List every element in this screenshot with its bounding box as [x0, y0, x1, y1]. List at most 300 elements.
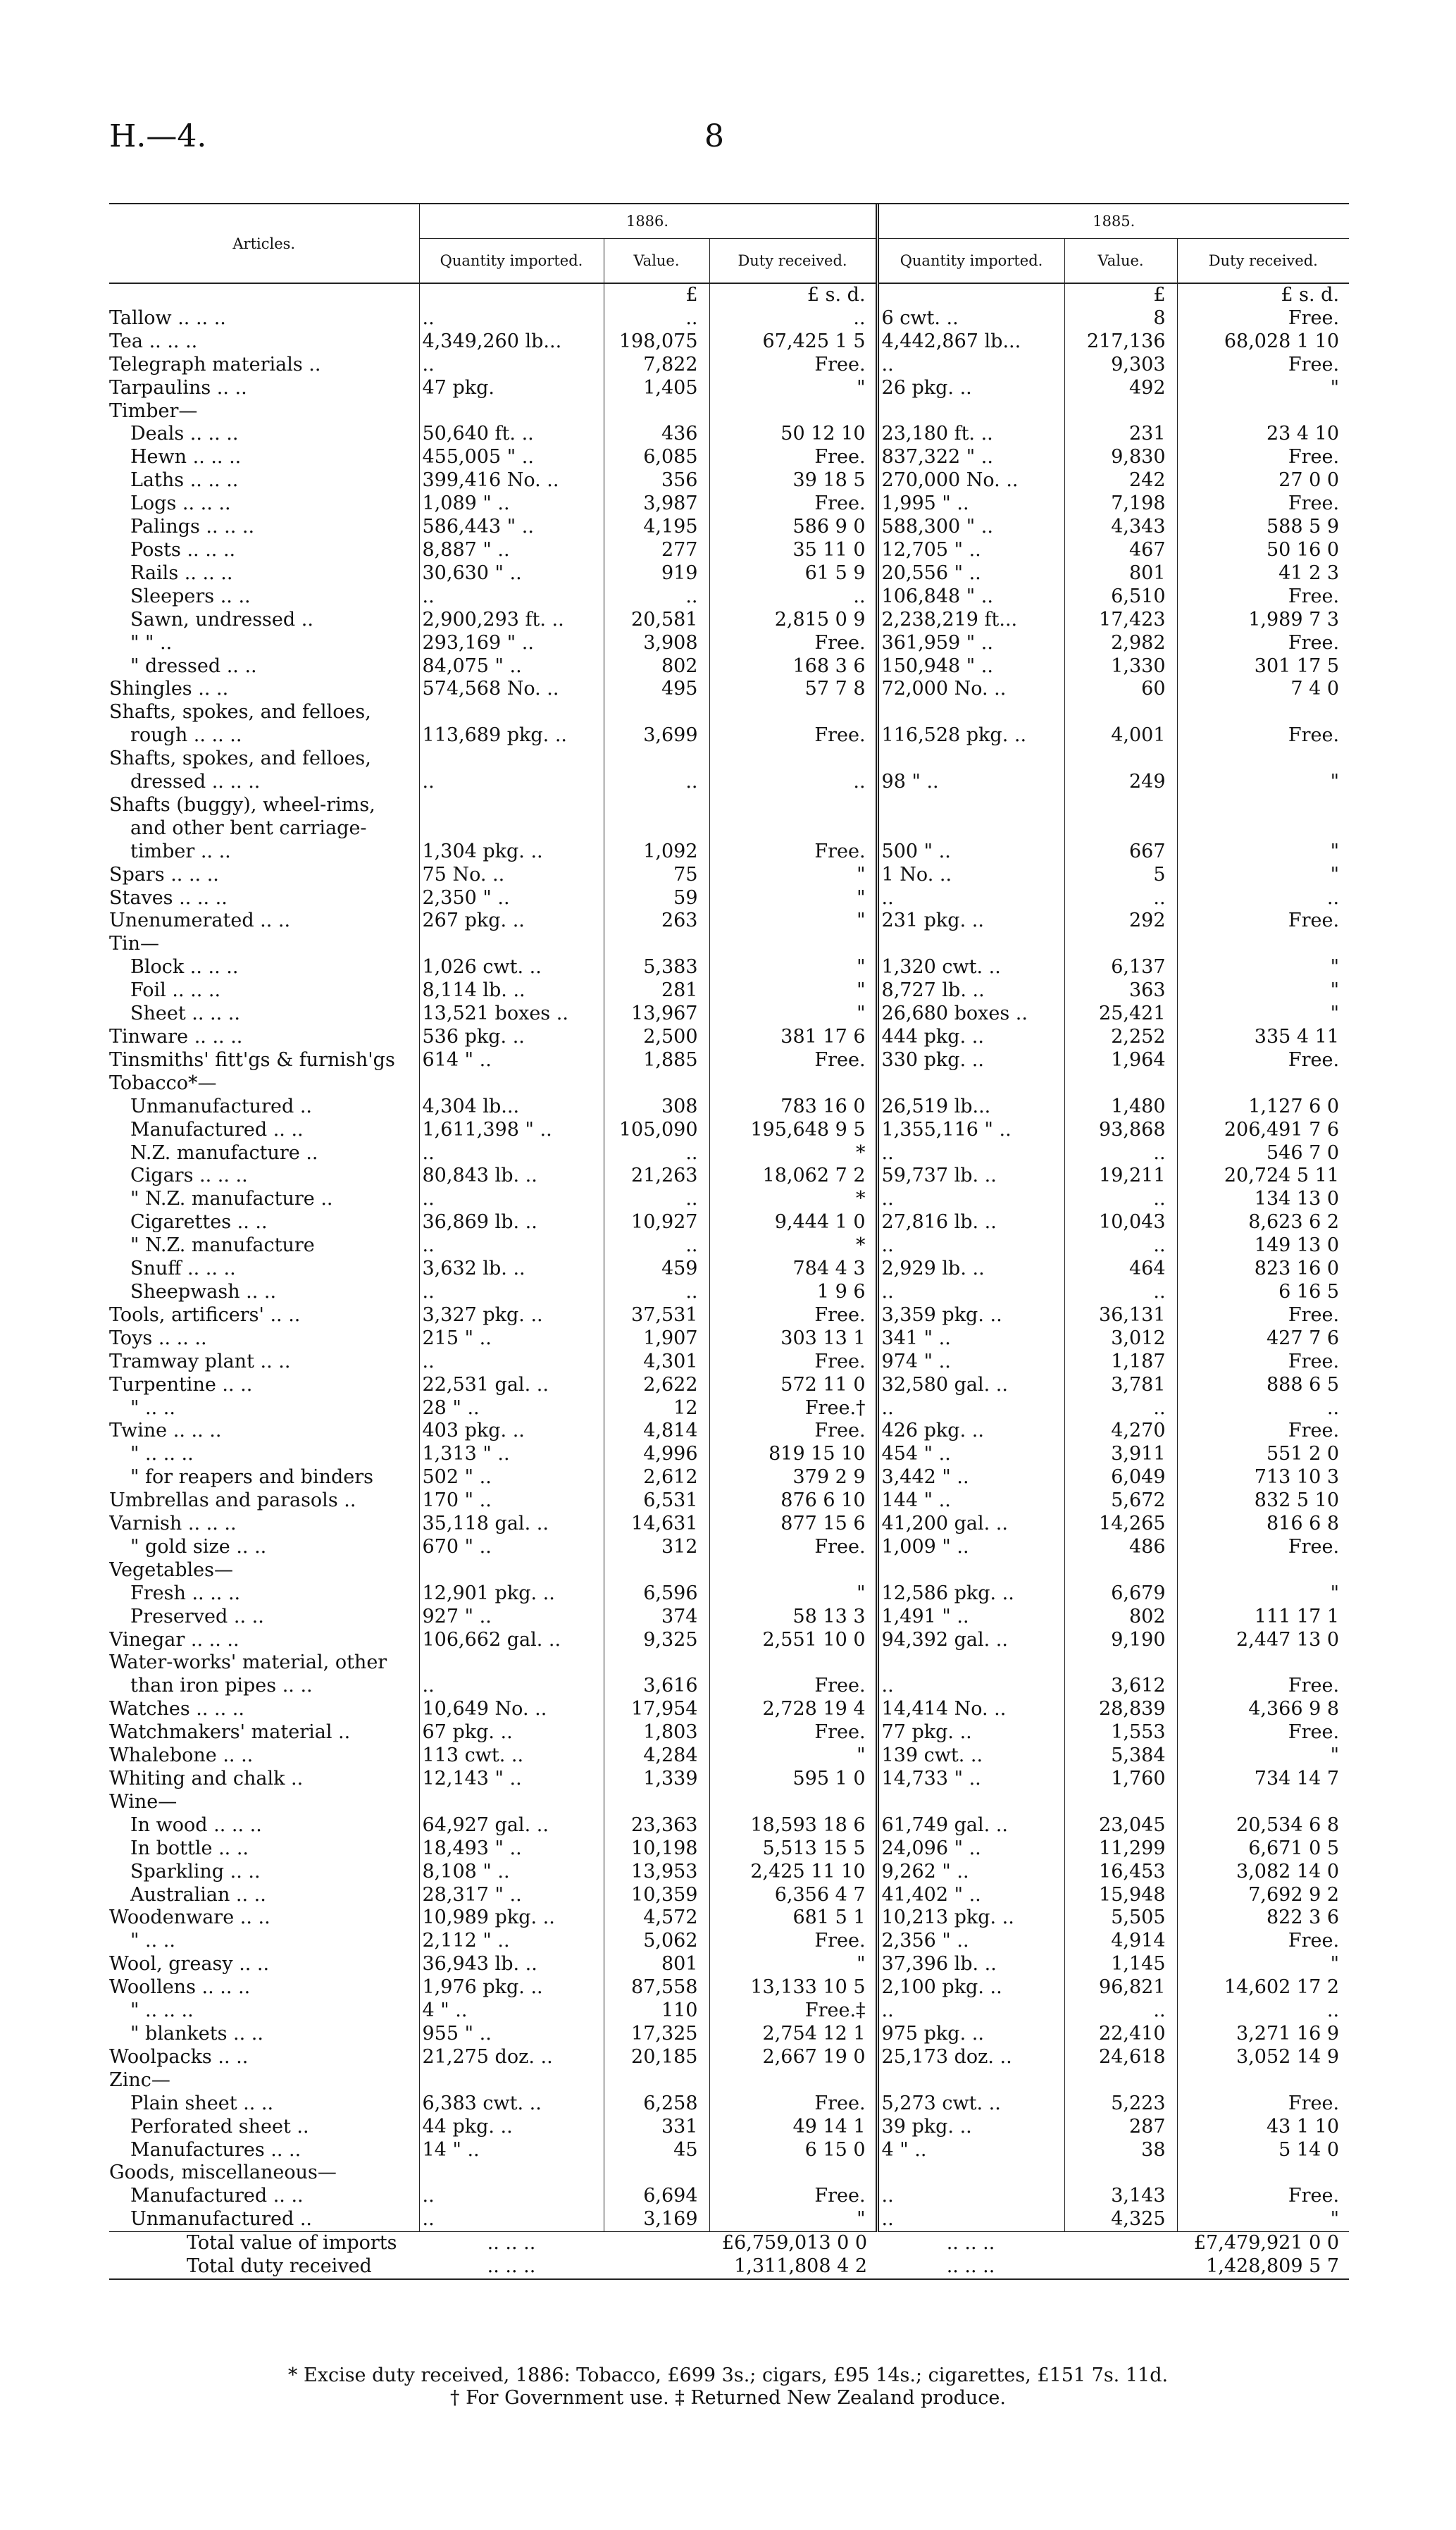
qty-1886-cell: 4,304 lb... — [419, 1096, 604, 1119]
qty-1885-cell: 77 pkg. .. — [877, 1721, 1064, 1744]
qty-1885-cell — [877, 2069, 1064, 2092]
qty-1886-cell: 927 " .. — [419, 1606, 604, 1629]
duty-1886-cell: Free. — [709, 1049, 877, 1072]
value-1885-cell — [1064, 933, 1177, 956]
value-1886-cell: 6,531 — [604, 1489, 709, 1513]
duty-1885-cell: 588 5 9 — [1177, 516, 1349, 539]
qty-1886-cell: 113 cwt. .. — [419, 1744, 604, 1768]
value-1886-cell: 2,622 — [604, 1374, 709, 1397]
qty-1886-cell: .. — [419, 2185, 604, 2208]
duty-1885-cell: 335 4 11 — [1177, 1026, 1349, 1049]
qty-1886-cell: 10,989 pkg. .. — [419, 1906, 604, 1930]
qty-1886-cell: 35,118 gal. .. — [419, 1513, 604, 1536]
table-row — [109, 1559, 1349, 1582]
value-1886-cell — [604, 1559, 709, 1582]
qty-1886-cell: 267 pkg. .. — [419, 910, 604, 933]
qty-1885-cell: 9,262 " .. — [877, 1861, 1064, 1884]
duty-1885-cell: 6,671 0 5 — [1177, 1837, 1349, 1861]
duty-1885-cell: 546 7 0 — [1177, 1142, 1349, 1165]
qty-1885-cell: 4 " .. — [877, 2139, 1064, 2162]
value-1885-cell: 23,045 — [1064, 1814, 1177, 1837]
duty-1886-cell: 58 13 3 — [709, 1606, 877, 1629]
total-1886: £6,759,013 0 0 — [604, 2232, 877, 2255]
qty-1885-cell: .. — [877, 1675, 1064, 1698]
duty-1886-cell: 49 14 1 — [709, 2116, 877, 2139]
qty-1885-cell: .. — [877, 2185, 1064, 2208]
article-cell: Twine .. .. .. — [109, 1420, 222, 1442]
year-1885-header: 1885. — [877, 204, 1349, 239]
value-1885-cell: 6,049 — [1064, 1466, 1177, 1489]
article-cell: Tools, artificers' .. .. — [109, 1303, 301, 1326]
article-cell: Logs .. .. .. — [130, 492, 231, 515]
value-1885-cell: 5 — [1064, 864, 1177, 887]
value-1886-cell — [604, 2069, 709, 2092]
article-cell: Unmanufactured .. — [130, 1095, 312, 1117]
value-1885-cell: 464 — [1064, 1258, 1177, 1281]
value-1886-cell: 3,169 — [604, 2208, 709, 2231]
value-1885-cell: 6,137 — [1064, 956, 1177, 979]
article-cell: Whalebone .. .. — [109, 1744, 254, 1767]
duty-1886-cell: 2,728 19 4 — [709, 1698, 877, 1721]
value-1885-cell: .. — [1064, 1281, 1177, 1304]
value-1886-cell: 4,814 — [604, 1420, 709, 1443]
qty-1886-cell: 8,887 " .. — [419, 539, 604, 562]
duty-1885-cell — [1177, 817, 1349, 841]
value-1885-cell: 3,012 — [1064, 1327, 1177, 1351]
qty-1885-cell: .. — [877, 1234, 1064, 1258]
table-row — [109, 469, 1349, 492]
article-cell: N.Z. manufacture .. — [130, 1141, 318, 1164]
qty-1885-cell: 72,000 No. .. — [877, 678, 1064, 701]
value-header-1886: Value. — [604, 239, 709, 284]
value-1886-cell: 5,062 — [604, 1930, 709, 1953]
qty-1885-cell — [877, 1791, 1064, 1814]
article-cell: " dressed .. .. — [130, 655, 257, 677]
value-1886-cell: 436 — [604, 423, 709, 446]
duty-1885-cell: 832 5 10 — [1177, 1489, 1349, 1513]
duty-1885-cell: Free. — [1177, 1304, 1349, 1327]
duty-1886-cell: Free. — [709, 1536, 877, 1559]
duty-1886-cell: 586 9 0 — [709, 516, 877, 539]
article-cell: Shingles .. .. — [109, 678, 229, 700]
qty-1886-cell: 28,317 " .. — [419, 1884, 604, 1907]
value-1885-cell: .. — [1064, 1234, 1177, 1258]
qty-1886-cell: 84,075 " .. — [419, 655, 604, 678]
article-cell: " .. .. .. — [130, 1443, 194, 1465]
table-row — [109, 562, 1349, 585]
duty-1886-cell: 39 18 5 — [709, 469, 877, 492]
duty-1885-cell: " — [1177, 841, 1349, 864]
article-cell: Staves .. .. .. — [109, 886, 228, 909]
table-row — [109, 979, 1349, 1003]
duty-1885-cell: 301 17 5 — [1177, 655, 1349, 678]
article-cell: Shafts, spokes, and felloes, — [109, 701, 371, 724]
duty-header-1885: Duty received. — [1177, 239, 1349, 284]
value-1886-cell: 21,263 — [604, 1165, 709, 1188]
duty-1886-cell: Free. — [709, 1304, 877, 1327]
value-1886-cell: 1,405 — [604, 377, 709, 400]
qty-1885-cell: 1,995 " .. — [877, 492, 1064, 516]
duty-1886-cell: Free. — [709, 2185, 877, 2208]
qty-1885-cell: 94,392 gal. .. — [877, 1629, 1064, 1652]
unit-value-1885: £ — [1064, 283, 1177, 307]
total-1885: 1,428,809 5 7 — [1064, 2255, 1349, 2279]
table-row — [109, 1906, 1349, 1930]
table-row — [109, 1744, 1349, 1768]
qty-1886-cell: .. — [419, 1675, 604, 1698]
value-1886-cell: 4,195 — [604, 516, 709, 539]
qty-1886-cell: 28 " .. — [419, 1397, 604, 1420]
duty-1886-cell: 35 11 0 — [709, 539, 877, 562]
duty-1885-cell: Free. — [1177, 1675, 1349, 1698]
value-1886-cell: 1,339 — [604, 1768, 709, 1791]
qty-1886-cell: .. — [419, 1351, 604, 1374]
article-cell: dressed .. .. .. — [130, 771, 261, 793]
qty-1885-cell — [877, 400, 1064, 423]
qty-1885-cell: 4,442,867 lb... — [877, 330, 1064, 354]
article-cell: Unenumerated .. .. — [109, 910, 291, 932]
value-1885-cell: 492 — [1064, 377, 1177, 400]
value-1885-cell: 5,223 — [1064, 2092, 1177, 2116]
value-1885-cell: 36,131 — [1064, 1304, 1177, 1327]
duty-1886-cell: " — [709, 2208, 877, 2231]
qty-1886-cell: 586,443 " .. — [419, 516, 604, 539]
duty-1885-cell: 822 3 6 — [1177, 1906, 1349, 1930]
qty-1885-cell: 39 pkg. .. — [877, 2116, 1064, 2139]
duty-1886-cell: " — [709, 1582, 877, 1606]
duty-1885-cell: 134 13 0 — [1177, 1188, 1349, 1211]
article-cell: Deals .. .. .. — [130, 423, 239, 445]
duty-1885-cell: Free. — [1177, 446, 1349, 469]
duty-1885-cell — [1177, 2069, 1349, 2092]
value-1886-cell: 9,325 — [604, 1629, 709, 1652]
article-cell: Hewn .. .. .. — [130, 446, 242, 469]
value-1885-cell: 2,252 — [1064, 1026, 1177, 1049]
table-row — [109, 1698, 1349, 1721]
duty-1885-cell: Free. — [1177, 1721, 1349, 1744]
qty-1886-cell — [419, 2162, 604, 2185]
value-1886-cell: .. — [604, 771, 709, 794]
article-cell: Wool, greasy .. .. — [109, 1953, 270, 1976]
article-cell: Laths .. .. .. — [130, 469, 239, 492]
article-cell: Rails .. .. .. — [130, 562, 233, 584]
qty-1886-cell: 14 " .. — [419, 2139, 604, 2162]
table-row — [109, 1814, 1349, 1837]
duty-1886-cell: Free. — [709, 1420, 877, 1443]
duty-1886-cell: 5,513 15 5 — [709, 1837, 877, 1861]
value-1885-cell: 1,553 — [1064, 1721, 1177, 1744]
year-1886-header: 1886. — [419, 204, 877, 239]
table-row — [109, 516, 1349, 539]
duty-1885-cell: Free. — [1177, 1351, 1349, 1374]
qty-1885-cell: .. — [877, 354, 1064, 377]
value-1885-cell: 4,001 — [1064, 724, 1177, 748]
duty-1885-cell: 1,127 6 0 — [1177, 1096, 1349, 1119]
article-cell: timber .. .. — [130, 840, 231, 862]
value-1886-cell: 13,953 — [604, 1861, 709, 1884]
unit-duty-1886: £ s. d. — [709, 283, 877, 307]
qty-1885-cell — [877, 1559, 1064, 1582]
article-cell: Tramway plant .. .. — [109, 1350, 291, 1372]
value-1885-cell: 1,480 — [1064, 1096, 1177, 1119]
total-dots: .. .. .. — [419, 2232, 604, 2255]
value-1886-cell: 4,284 — [604, 1744, 709, 1768]
value-1886-cell: .. — [604, 1281, 709, 1304]
table-row — [109, 1791, 1349, 1814]
value-1886-cell: 10,198 — [604, 1837, 709, 1861]
value-1886-cell: 17,954 — [604, 1698, 709, 1721]
unit-duty-1885: £ s. d. — [1177, 283, 1349, 307]
duty-1886-cell: Free. — [709, 492, 877, 516]
value-1886-cell: 308 — [604, 1096, 709, 1119]
value-1885-cell: 801 — [1064, 562, 1177, 585]
duty-1886-cell: Free. — [709, 354, 877, 377]
qty-1885-cell — [877, 2162, 1064, 2185]
qty-1886-cell — [419, 400, 604, 423]
duty-1885-cell: 3,271 16 9 — [1177, 2023, 1349, 2046]
value-1886-cell: 110 — [604, 1999, 709, 2023]
qty-1886-cell: .. — [419, 2208, 604, 2231]
value-1885-cell: 24,618 — [1064, 2046, 1177, 2069]
value-1886-cell: 459 — [604, 1258, 709, 1281]
duty-1885-cell — [1177, 701, 1349, 724]
page-reference: H.—4. — [109, 118, 207, 154]
table-body — [109, 283, 1349, 2279]
value-1885-cell: 9,190 — [1064, 1629, 1177, 1652]
value-1885-cell: 9,830 — [1064, 446, 1177, 469]
qty-1886-cell — [419, 1559, 604, 1582]
article-cell: Zinc— — [109, 2069, 170, 2091]
value-1886-cell — [604, 817, 709, 841]
value-1886-cell: 23,363 — [604, 1814, 709, 1837]
qty-1885-cell: 23,180 ft. .. — [877, 423, 1064, 446]
duty-1885-cell: Free. — [1177, 724, 1349, 748]
qty-1886-cell: 293,169 " .. — [419, 632, 604, 655]
qty-1886-cell: .. — [419, 1234, 604, 1258]
duty-1885-cell: Free. — [1177, 2185, 1349, 2208]
table-row — [109, 1651, 1349, 1675]
duty-1886-cell — [709, 2162, 877, 2185]
qty-1885-cell: .. — [877, 887, 1064, 910]
article-cell: Toys .. .. .. — [109, 1327, 207, 1349]
value-1886-cell: 10,927 — [604, 1211, 709, 1234]
duty-1886-cell — [709, 701, 877, 724]
qty-1886-cell: 47 pkg. — [419, 377, 604, 400]
duty-1886-cell: 57 7 8 — [709, 678, 877, 701]
value-1885-cell: 242 — [1064, 469, 1177, 492]
value-1886-cell: 802 — [604, 655, 709, 678]
article-cell: Woolpacks .. .. — [109, 2045, 249, 2068]
duty-1885-cell: 427 7 6 — [1177, 1327, 1349, 1351]
qty-1886-cell: 502 " .. — [419, 1466, 604, 1489]
table-row — [109, 2092, 1349, 2116]
value-1885-cell: 1,330 — [1064, 655, 1177, 678]
table-row — [109, 1675, 1349, 1698]
table-row — [109, 1930, 1349, 1953]
table-row — [109, 1837, 1349, 1861]
value-1885-cell: 4,914 — [1064, 1930, 1177, 1953]
duty-1886-cell: 2,754 12 1 — [709, 2023, 877, 2046]
table-row — [109, 2162, 1349, 2185]
duty-1885-cell: 206,491 7 6 — [1177, 1119, 1349, 1142]
duty-1885-cell — [1177, 1651, 1349, 1675]
table-row — [109, 1513, 1349, 1536]
value-1885-cell — [1064, 817, 1177, 841]
article-cell: Perforated sheet .. — [130, 2115, 309, 2138]
value-1885-cell: 14,265 — [1064, 1513, 1177, 1536]
value-1885-cell: 38 — [1064, 2139, 1177, 2162]
duty-1885-cell: 4,366 9 8 — [1177, 1698, 1349, 1721]
article-cell: Tin— — [109, 933, 160, 955]
duty-1886-cell: Free. — [709, 1930, 877, 1953]
duty-1886-cell: " — [709, 979, 877, 1003]
duty-1886-cell: " — [709, 1744, 877, 1768]
article-cell: Tea .. .. .. — [109, 330, 198, 352]
qty-1886-cell: 3,632 lb. .. — [419, 1258, 604, 1281]
value-1886-cell: 263 — [604, 910, 709, 933]
article-cell: Cigarettes .. .. — [130, 1211, 268, 1234]
qty-1886-cell: 614 " .. — [419, 1049, 604, 1072]
article-cell: Tallow .. .. .. — [109, 306, 226, 329]
value-1886-cell: 20,581 — [604, 609, 709, 632]
qty-1885-cell: .. — [877, 2208, 1064, 2231]
duty-1885-cell: 5 14 0 — [1177, 2139, 1349, 2162]
qty-header-1885: Quantity imported. — [877, 239, 1064, 284]
duty-1886-cell — [709, 794, 877, 817]
value-1886-cell: 6,258 — [604, 2092, 709, 2116]
value-1885-cell: 5,384 — [1064, 1744, 1177, 1768]
qty-1886-cell: 455,005 " .. — [419, 446, 604, 469]
value-1885-cell: 3,781 — [1064, 1374, 1177, 1397]
duty-1886-cell: 9,444 1 0 — [709, 1211, 877, 1234]
qty-1886-cell: 10,649 No. .. — [419, 1698, 604, 1721]
duty-1886-cell: 50 12 10 — [709, 423, 877, 446]
article-cell: Timber— — [109, 399, 198, 422]
value-1885-cell — [1064, 400, 1177, 423]
value-1885-cell: 3,911 — [1064, 1443, 1177, 1466]
value-1885-cell: 7,198 — [1064, 492, 1177, 516]
duty-1885-cell: 20,724 5 11 — [1177, 1165, 1349, 1188]
value-1886-cell — [604, 701, 709, 724]
value-1886-cell: 87,558 — [604, 1976, 709, 1999]
qty-1886-cell: 670 " .. — [419, 1536, 604, 1559]
qty-1885-cell: 25,173 doz. .. — [877, 2046, 1064, 2069]
qty-1886-cell: 36,943 lb. .. — [419, 1953, 604, 1976]
table-row — [109, 2023, 1349, 2046]
duty-1885-cell: " — [1177, 377, 1349, 400]
qty-1885-cell: 61,749 gal. .. — [877, 1814, 1064, 1837]
value-1886-cell: 801 — [604, 1953, 709, 1976]
value-1886-cell: 13,967 — [604, 1003, 709, 1026]
value-1885-cell — [1064, 1072, 1177, 1096]
table-row — [109, 1281, 1349, 1304]
value-1886-cell: 6,085 — [604, 446, 709, 469]
article-cell: Sawn, undressed .. — [130, 608, 313, 631]
duty-1885-cell: " — [1177, 1953, 1349, 1976]
qty-1886-cell: 215 " .. — [419, 1327, 604, 1351]
duty-1886-cell: 877 15 6 — [709, 1513, 877, 1536]
duty-1886-cell: 2,815 0 9 — [709, 609, 877, 632]
duty-1885-cell: " — [1177, 1582, 1349, 1606]
value-1885-cell: 8 — [1064, 307, 1177, 330]
qty-1886-cell: .. — [419, 771, 604, 794]
duty-1885-cell: 20,534 6 8 — [1177, 1814, 1349, 1837]
article-cell: Shafts, spokes, and felloes, — [109, 748, 371, 770]
qty-1885-cell: 454 " .. — [877, 1443, 1064, 1466]
value-1886-cell: 45 — [604, 2139, 709, 2162]
qty-1885-cell: .. — [877, 1281, 1064, 1304]
table-row — [109, 771, 1349, 794]
duty-1886-cell: 1 9 6 — [709, 1281, 877, 1304]
table-row — [109, 1976, 1349, 1999]
qty-1885-cell: 3,359 pkg. .. — [877, 1304, 1064, 1327]
value-1885-cell: 6,679 — [1064, 1582, 1177, 1606]
qty-1885-cell: 444 pkg. .. — [877, 1026, 1064, 1049]
duty-1886-cell: Free. — [709, 446, 877, 469]
value-1886-cell: 198,075 — [604, 330, 709, 354]
article-cell: Manufactured .. .. — [130, 1118, 304, 1141]
duty-1886-cell: " — [709, 1953, 877, 1976]
table-row — [109, 864, 1349, 887]
table-row — [109, 1142, 1349, 1165]
duty-1886-cell: " — [709, 864, 877, 887]
qty-1885-cell: 41,200 gal. .. — [877, 1513, 1064, 1536]
value-1886-cell: 14,631 — [604, 1513, 709, 1536]
qty-1885-cell: 975 pkg. .. — [877, 2023, 1064, 2046]
value-1886-cell: 495 — [604, 678, 709, 701]
duty-1886-cell: 2,551 10 0 — [709, 1629, 877, 1652]
duty-1885-cell: Free. — [1177, 1420, 1349, 1443]
value-1885-cell: 231 — [1064, 423, 1177, 446]
qty-1886-cell: 12,901 pkg. .. — [419, 1582, 604, 1606]
table-row — [109, 1884, 1349, 1907]
qty-1885-cell: 270,000 No. .. — [877, 469, 1064, 492]
article-cell: " " .. — [130, 631, 173, 654]
duty-1886-cell — [709, 1651, 877, 1675]
value-1886-cell: 6,694 — [604, 2185, 709, 2208]
duty-1886-cell: 784 4 3 — [709, 1258, 877, 1281]
table-row — [109, 2185, 1349, 2208]
table-row — [109, 609, 1349, 632]
value-1886-cell: 374 — [604, 1606, 709, 1629]
duty-1886-cell: Free. — [709, 724, 877, 748]
article-cell: Turpentine .. .. — [109, 1373, 253, 1396]
qty-1885-cell: 6 cwt. .. — [877, 307, 1064, 330]
total-label: Total value of imports — [109, 2232, 419, 2255]
duty-1886-cell: 18,062 7 2 — [709, 1165, 877, 1188]
qty-1885-cell: 8,727 lb. .. — [877, 979, 1064, 1003]
value-1885-cell — [1064, 748, 1177, 771]
qty-1885-cell — [877, 817, 1064, 841]
qty-1886-cell: 12,143 " .. — [419, 1768, 604, 1791]
duty-1885-cell: 3,052 14 9 — [1177, 2046, 1349, 2069]
article-cell: Whiting and chalk .. — [109, 1768, 304, 1790]
qty-1885-cell: 24,096 " .. — [877, 1837, 1064, 1861]
value-1885-cell: .. — [1064, 1188, 1177, 1211]
duty-1886-cell: 18,593 18 6 — [709, 1814, 877, 1837]
duty-1886-cell: .. — [709, 585, 877, 609]
duty-1886-cell: 876 6 10 — [709, 1489, 877, 1513]
duty-1886-cell: .. — [709, 307, 877, 330]
article-cell: than iron pipes .. .. — [130, 1675, 313, 1697]
table-row — [109, 1606, 1349, 1629]
value-1886-cell: 3,616 — [604, 1675, 709, 1698]
table-row — [109, 1327, 1349, 1351]
value-1886-cell: 5,383 — [604, 956, 709, 979]
duty-1886-cell — [709, 817, 877, 841]
duty-1886-cell: 61 5 9 — [709, 562, 877, 585]
duty-1886-cell — [709, 2069, 877, 2092]
